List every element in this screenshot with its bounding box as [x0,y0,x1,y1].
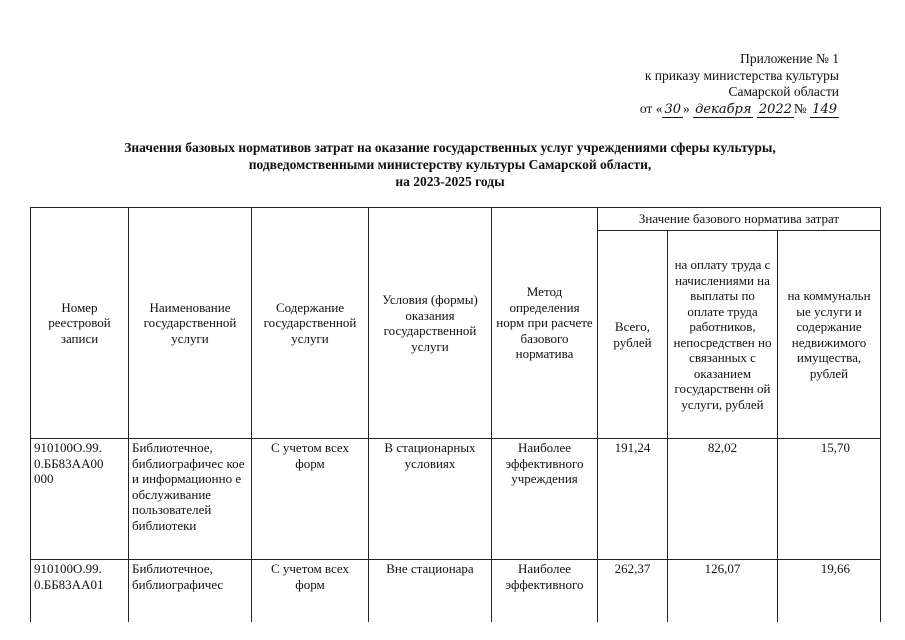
date-month: декабря [695,101,752,117]
appendix-number: Приложение № 1 [740,51,839,66]
title-line-2: подведомственными министерству культуры Самарской области, [248,157,652,172]
cell-labor: 82,02 [668,439,778,560]
order-number: 149 [812,101,837,117]
header-norm-group: Значение базового норматива затрат [598,208,881,231]
document-title [40,139,860,190]
table-row [31,560,881,623]
cell-service-content: С учетом всех форм [252,439,369,560]
header-utilities: на коммунальн ые услуги и содержание недвижимого имущества, рублей [778,231,881,439]
appendix-date-line [640,101,839,119]
header-labor: на оплату труда с начислениями на выплаты по оплате труда работников, непосредствен но связанных с оказанием государственн ой услуги, рублей [668,231,778,439]
cell-method: Наиболее эффективного [492,560,598,623]
number-label: № [793,100,807,116]
title-line-1: Значения базовых нормативов затрат на оказание государственных услуг учреждениями сферы культуры, [124,140,776,155]
cell-utilities: 15,70 [778,439,881,560]
header-conditions: Условия (формы) оказания государственной услуги [369,208,492,439]
table-row [31,439,881,560]
cell-service-name: Библиотечное, библиографичес кое и информационно е обслуживание пользователей библиотеки [129,439,252,560]
appendix-header [640,51,839,118]
cell-labor: 126,07 [668,560,778,623]
cell-registry: 910100О.99. 0.ББ83АА01 [31,560,129,623]
header-registry: Номер реестровой записи [31,208,129,439]
cell-service-content: С учетом всех форм [252,560,369,623]
appendix-region: Самарской области [728,84,839,99]
cost-norms-table [30,207,881,622]
cell-utilities: 19,66 [778,560,881,623]
cell-conditions: Вне стационара [369,560,492,623]
date-quote: » [683,100,690,116]
header-total: Всего, рублей [598,231,668,439]
cell-service-name: Библиотечное, библиографичес [129,560,252,623]
cell-total: 262,37 [598,560,668,623]
cell-conditions: В стационарных условиях [369,439,492,560]
appendix-order-ref: к приказу министерства культуры [644,67,839,83]
header-service-name: Наименование государственной услуги [129,208,252,439]
date-year: 2022 [758,101,792,117]
cell-total: 191,24 [598,439,668,560]
header-service-content: Содержание государственной услуги [252,208,369,439]
cell-registry: 910100О.99. 0.ББ83АА00 000 [31,439,129,560]
cell-method: Наиболее эффективного учреждения [492,439,598,560]
date-day: 30 [664,101,681,117]
header-method: Метод определения норм при расчете базового норматива [492,208,598,439]
date-prefix: от « [639,100,663,116]
title-line-3: на 2023-2025 годы [395,174,505,189]
